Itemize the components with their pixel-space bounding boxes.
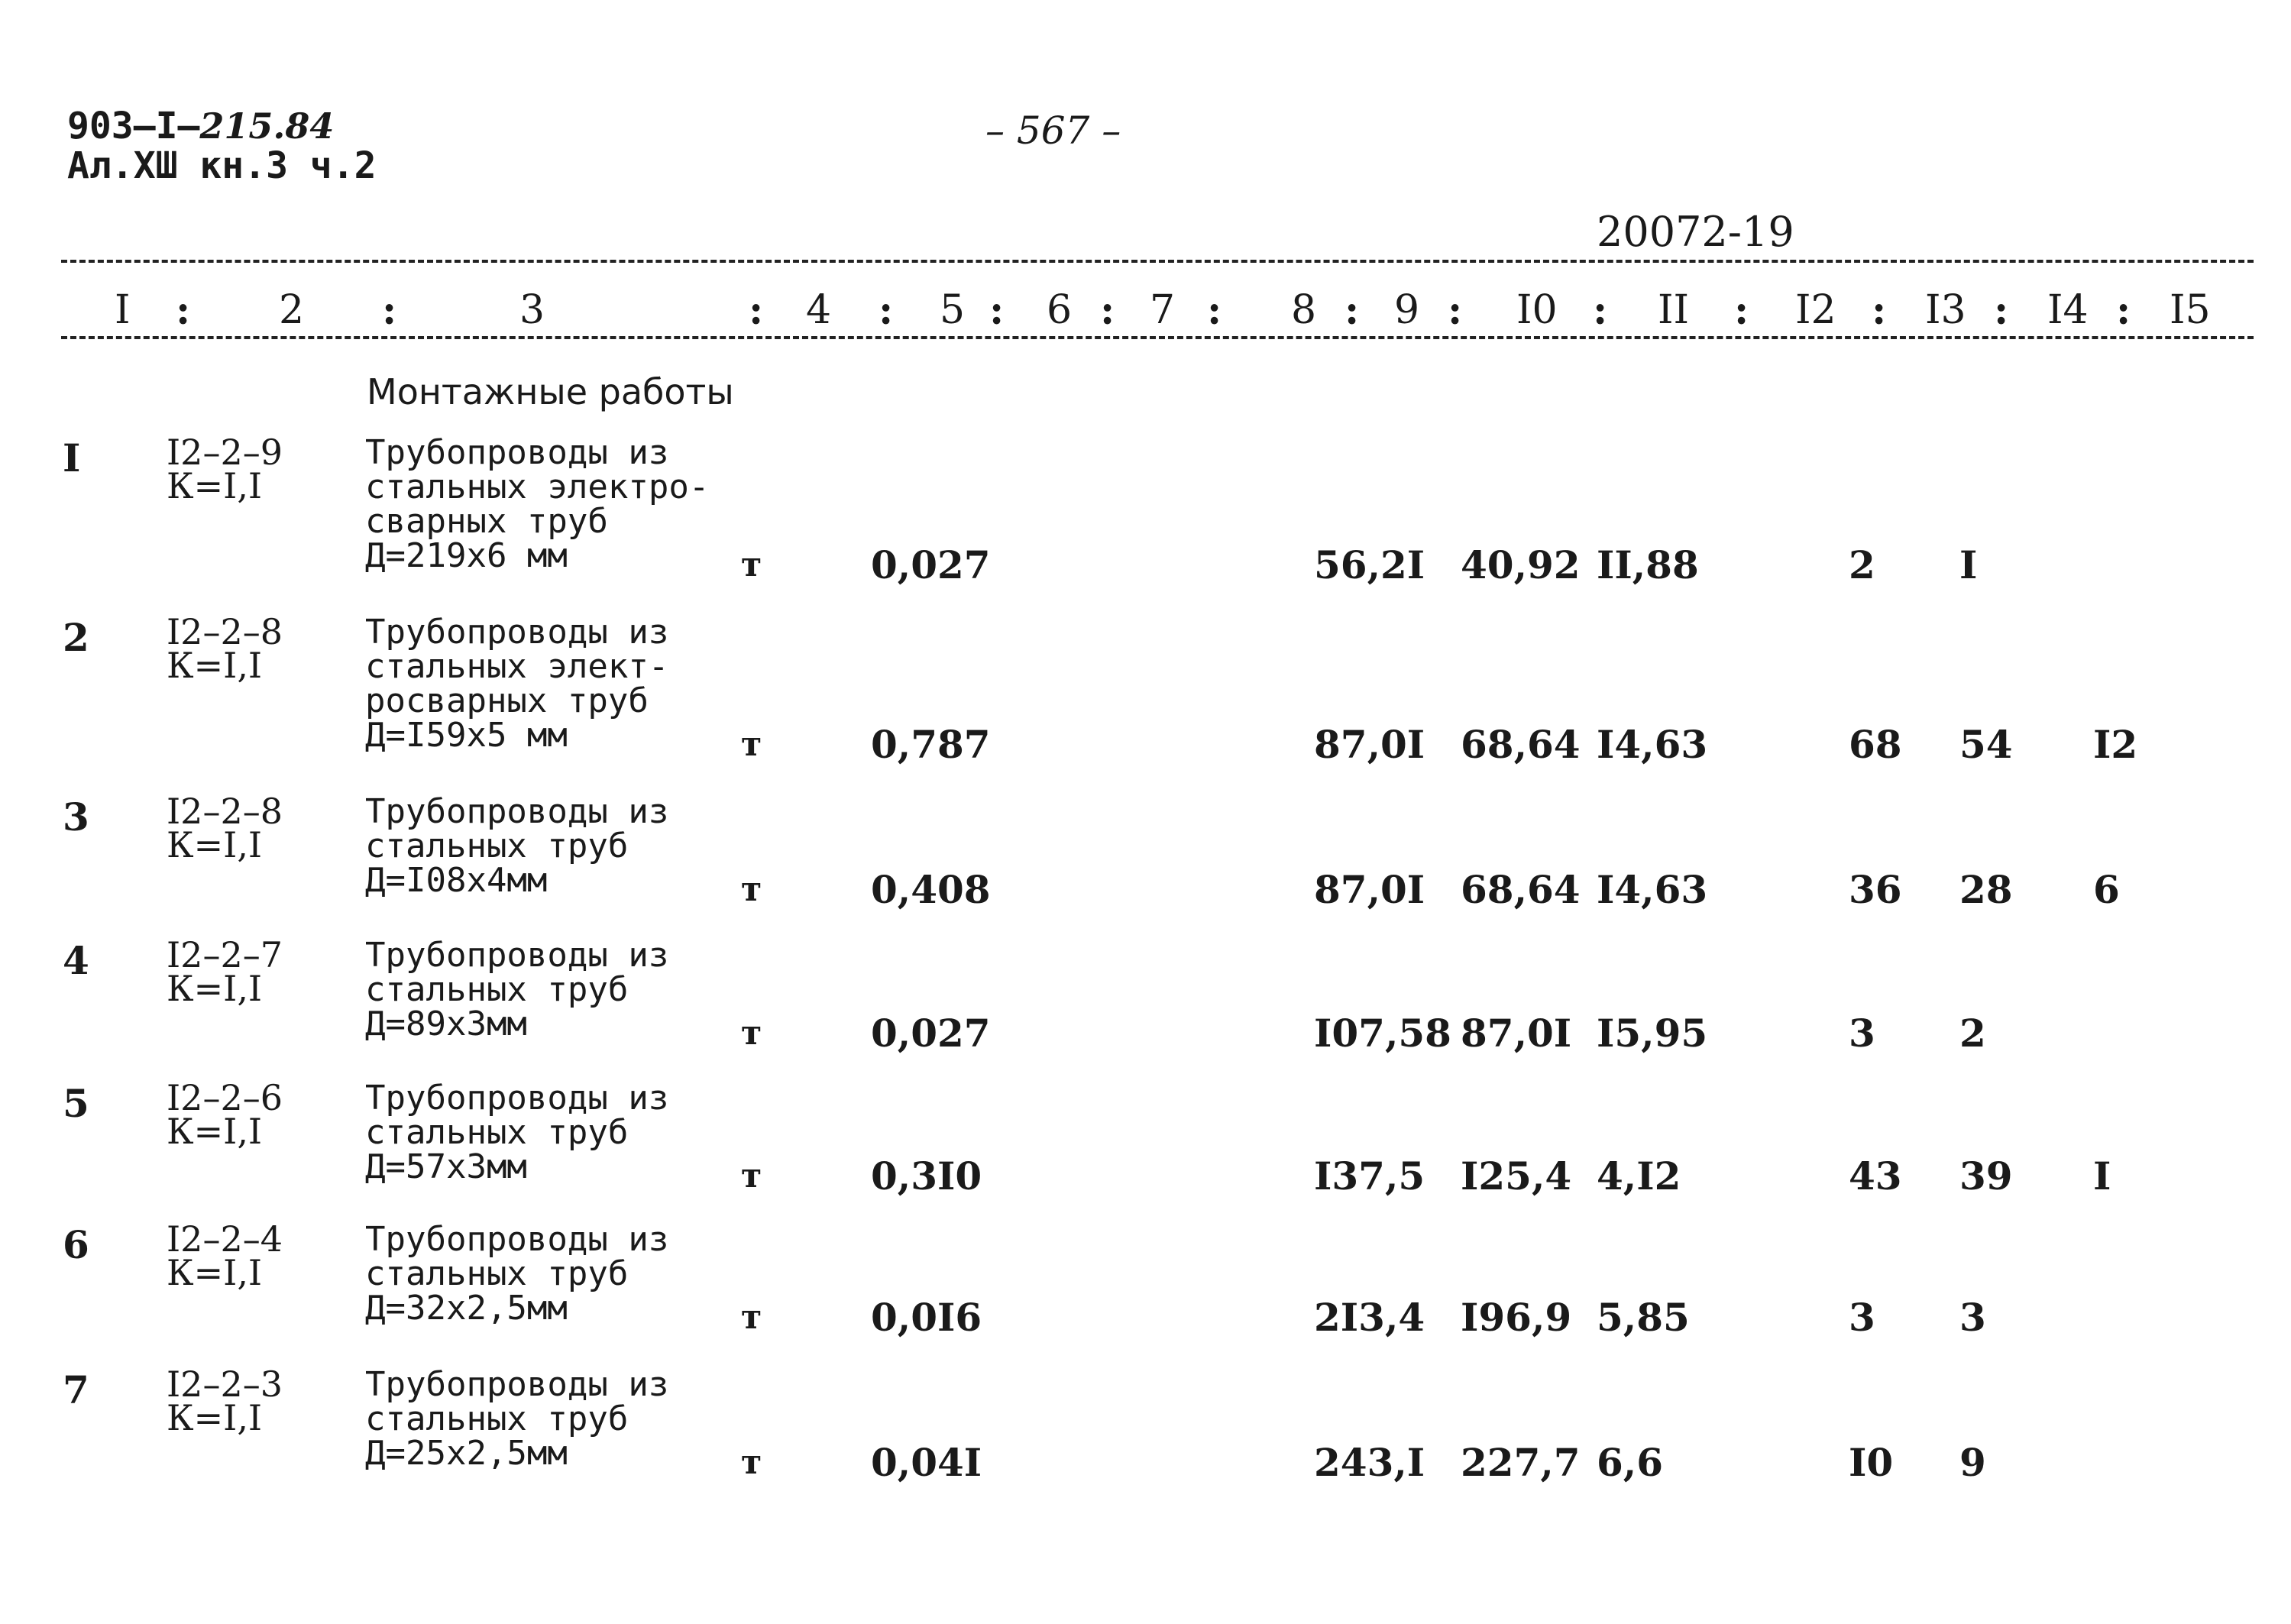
row-value-12: 3 — [1849, 1011, 1875, 1056]
column-separator: : — [1872, 287, 1887, 334]
column-separator: : — [2116, 287, 2131, 334]
column-number: 5 — [940, 287, 966, 333]
row-value-10: I5,95 — [1597, 1011, 1708, 1056]
row-value-10: II,88 — [1597, 542, 1699, 587]
row-number: 3 — [63, 794, 89, 839]
row-code: I2–2–6 К=I,I — [167, 1077, 283, 1152]
section-title: Монтажные работы — [367, 371, 734, 412]
column-number: I0 — [1516, 287, 1558, 333]
column-number: I2 — [1795, 287, 1836, 333]
row-quantity: 0,3I0 — [871, 1153, 982, 1199]
row-value-14: I — [2093, 1153, 2111, 1199]
row-value-13: I — [1959, 542, 1978, 587]
column-separator: : — [1448, 287, 1463, 334]
document-code — [67, 107, 334, 145]
column-separator: : — [989, 287, 1005, 334]
row-value-12: 3 — [1849, 1295, 1875, 1340]
row-value-8: 87,0I — [1314, 867, 1425, 912]
row-value-13: 3 — [1959, 1295, 1986, 1340]
row-number: 2 — [63, 615, 89, 660]
row-code: I2–2–9 К=I,I — [167, 432, 283, 506]
row-code: I2–2–8 К=I,I — [167, 791, 283, 865]
row-description: Трубопроводы из стальных элект- росварных труб Д=I59х5 мм — [365, 613, 669, 755]
column-number: 2 — [279, 287, 305, 333]
column-number: I4 — [2047, 287, 2089, 333]
row-value-10: 6,6 — [1597, 1440, 1663, 1485]
row-value-13: 28 — [1959, 867, 2013, 912]
row-value-8: I07,58 — [1314, 1011, 1451, 1056]
column-separator: : — [1207, 287, 1222, 334]
column-number: 9 — [1394, 287, 1420, 333]
row-value-13: 9 — [1959, 1440, 1986, 1485]
row-unit: т — [741, 870, 762, 909]
row-value-12: 68 — [1849, 722, 1902, 767]
row-description: Трубопроводы из стальных электро- сварных труб Д=219х6 мм — [365, 433, 710, 575]
row-value-8: I37,5 — [1314, 1153, 1425, 1199]
row-value-12: I0 — [1849, 1440, 1894, 1485]
row-description: Трубопроводы из стальных труб Д=I08х4мм — [365, 792, 669, 900]
row-number: I — [63, 435, 81, 480]
row-value-10: 5,85 — [1597, 1295, 1690, 1340]
row-code: I2–2–8 К=I,I — [167, 611, 283, 686]
row-value-9: 40,92 — [1461, 542, 1581, 587]
column-number: I5 — [2170, 287, 2211, 333]
row-value-10: I4,63 — [1597, 722, 1708, 767]
row-number: 5 — [63, 1081, 89, 1126]
row-quantity: 0,0I6 — [871, 1295, 982, 1340]
row-value-10: 4,I2 — [1597, 1153, 1681, 1199]
row-unit: т — [741, 725, 762, 764]
column-separator: : — [382, 287, 397, 334]
row-code: I2–2–4 К=I,I — [167, 1218, 283, 1293]
row-value-12: 36 — [1849, 867, 1902, 912]
column-number: II — [1658, 287, 1690, 333]
row-description: Трубопроводы из стальных труб Д=89х3мм — [365, 936, 669, 1043]
row-number: 4 — [63, 938, 89, 983]
row-value-14: 6 — [2093, 867, 2120, 912]
row-value-13: 2 — [1959, 1011, 1986, 1056]
row-description: Трубопроводы из стальных труб Д=32х2,5мм — [365, 1220, 669, 1328]
column-separator: : — [749, 287, 764, 334]
row-unit: т — [741, 1298, 762, 1337]
header-rule-top — [61, 260, 2254, 263]
row-value-9: I96,9 — [1461, 1295, 1572, 1340]
document-code-handwritten: 215.84 — [199, 105, 335, 147]
row-quantity: 0,027 — [871, 542, 991, 587]
document-code-prefix: 903–I– — [67, 105, 200, 147]
row-description: Трубопроводы из стальных труб Д=25х2,5мм — [365, 1365, 669, 1473]
row-number: 6 — [63, 1222, 89, 1267]
row-code: I2–2–7 К=I,I — [167, 934, 283, 1009]
column-separator: : — [1345, 287, 1360, 334]
row-number: 7 — [63, 1367, 89, 1412]
row-value-14: I2 — [2093, 722, 2138, 767]
column-separator: : — [1734, 287, 1749, 334]
column-number: 8 — [1291, 287, 1317, 333]
row-value-8: 2I3,4 — [1314, 1295, 1425, 1340]
row-quantity: 0,027 — [871, 1011, 991, 1056]
row-quantity: 0,408 — [871, 867, 991, 912]
column-number: 4 — [806, 287, 832, 333]
column-separator: : — [879, 287, 894, 334]
row-value-8: 56,2I — [1314, 542, 1425, 587]
row-value-9: 87,0I — [1461, 1011, 1572, 1056]
column-separator: : — [1100, 287, 1115, 334]
row-value-10: I4,63 — [1597, 867, 1708, 912]
row-value-12: 2 — [1849, 542, 1875, 587]
inventory-number: 20072-19 — [1597, 208, 1794, 256]
column-separator: : — [176, 287, 191, 334]
column-number: I — [115, 287, 131, 333]
column-number: I3 — [1925, 287, 1966, 333]
page-number: – 567 – — [985, 108, 1121, 153]
row-value-8: 243,I — [1314, 1440, 1425, 1485]
row-unit: т — [741, 1157, 762, 1195]
row-quantity: 0,787 — [871, 722, 991, 767]
row-unit: т — [741, 1014, 762, 1053]
row-code: I2–2–3 К=I,I — [167, 1364, 283, 1438]
album-reference: Ал.ХШ кн.3 ч.2 — [67, 144, 377, 187]
row-unit: т — [741, 545, 762, 584]
column-number: 6 — [1047, 287, 1073, 333]
row-value-9: I25,4 — [1461, 1153, 1572, 1199]
row-quantity: 0,04I — [871, 1440, 982, 1485]
row-description: Трубопроводы из стальных труб Д=57х3мм — [365, 1079, 669, 1186]
column-number: 7 — [1150, 287, 1176, 333]
row-unit: т — [741, 1443, 762, 1482]
row-value-9: 227,7 — [1461, 1440, 1581, 1485]
column-number: 3 — [519, 287, 545, 333]
column-separator: : — [1994, 287, 2009, 334]
row-value-13: 54 — [1959, 722, 2013, 767]
column-separator: : — [1593, 287, 1608, 334]
row-value-8: 87,0I — [1314, 722, 1425, 767]
row-value-12: 43 — [1849, 1153, 1902, 1199]
row-value-13: 39 — [1959, 1153, 2013, 1199]
row-value-9: 68,64 — [1461, 722, 1581, 767]
row-value-9: 68,64 — [1461, 867, 1581, 912]
header-rule-bottom — [61, 336, 2254, 339]
